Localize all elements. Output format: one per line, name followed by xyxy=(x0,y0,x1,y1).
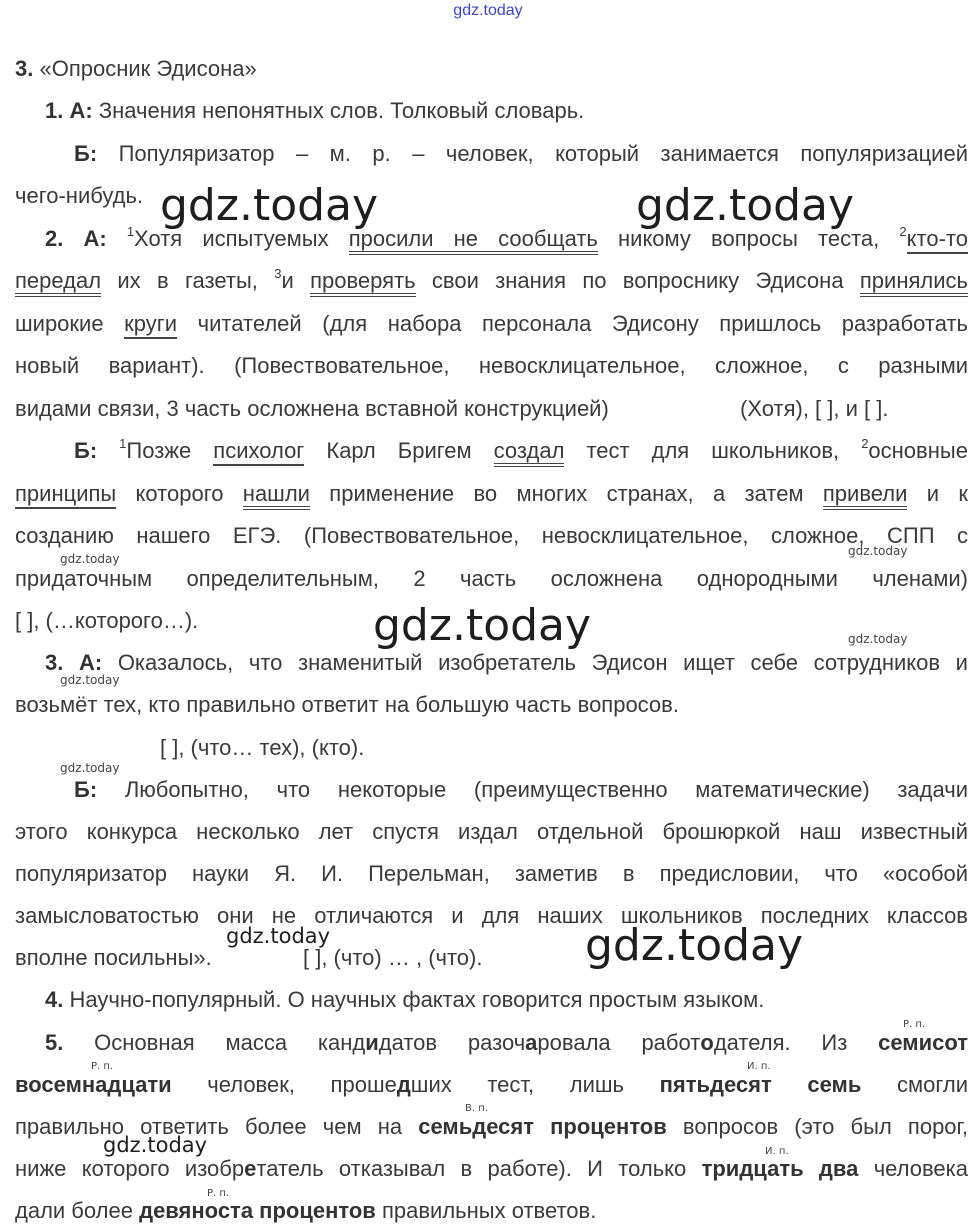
text: возьмёт тех, кто правильно ответит на большую часть вопросов. xyxy=(15,692,679,717)
item-2b-line1 xyxy=(74,436,968,466)
numeral: семьдесят процентов xyxy=(418,1114,667,1139)
item-5-line5 xyxy=(15,1196,968,1226)
item-3b-line1 xyxy=(74,775,968,805)
text: Карл Бригем xyxy=(326,438,472,463)
text: Основная масса кандидатов разочаровала работодателя. Из xyxy=(94,1030,848,1055)
item-1b-text1: Популяризатор – м. р. – человек, который занимается популяризацией xyxy=(118,141,968,166)
numeral: восемнадцати xyxy=(15,1072,172,1097)
item-1b-line1 xyxy=(74,139,968,169)
item-2a-line5 xyxy=(15,394,968,424)
predicate: принялись xyxy=(860,268,968,297)
predicate: создал xyxy=(494,438,565,467)
case-note: И. п. xyxy=(747,1061,771,1072)
text: применение во многих странах, а затем xyxy=(329,481,804,506)
item-1a xyxy=(45,96,976,126)
item-3a-label: 3. А: xyxy=(45,650,103,675)
watermark: gdz.today xyxy=(60,761,120,775)
text: Научно-популярный. О научных фактах говорится простым языком. xyxy=(69,987,765,1012)
text: Хотя испытуемых xyxy=(134,226,329,251)
scheme: [ ], (что… тех), (кто). xyxy=(160,735,365,760)
text: основные xyxy=(868,438,968,463)
text: дали более xyxy=(15,1198,133,1223)
text: человек, прошедших тест, лишь xyxy=(207,1072,624,1097)
subject: круги xyxy=(124,311,177,339)
watermark: gdz.today xyxy=(60,673,120,687)
case-note: В. п. xyxy=(465,1103,488,1114)
text: которого xyxy=(135,481,224,506)
subject: принципы xyxy=(15,481,116,509)
text: этого конкурса несколько лет спустя издал отдельной брошюркой наш известный xyxy=(15,819,968,844)
text: правильно ответить более чем на xyxy=(15,1114,403,1139)
watermark: gdz.today xyxy=(103,1133,208,1157)
watermark: gdz.today xyxy=(160,180,379,231)
case-note: Р. п. xyxy=(91,1061,114,1072)
watermark: gdz.today xyxy=(848,632,908,646)
text: придаточным определительным, 2 часть осложнена однородными членами) xyxy=(15,566,968,591)
item-2a-label: 2. А: xyxy=(45,226,107,251)
watermark: gdz.today xyxy=(60,552,120,566)
case-note: Р. п. xyxy=(903,1019,926,1030)
item-1a-text: Значения непонятных слов. Толковый словарь. xyxy=(98,98,585,123)
item-2a-line4 xyxy=(15,351,968,381)
text: вопросов (это был порог, xyxy=(682,1114,968,1139)
text: и xyxy=(281,268,294,293)
watermark: gdz.today xyxy=(373,600,592,651)
item-2a-line2 xyxy=(15,266,968,296)
text: Оказалось, что знаменитый изобретатель Эдисон ищет себе сотрудников и xyxy=(117,650,968,675)
site-link[interactable]: gdz.today xyxy=(453,2,523,19)
text: Позже xyxy=(126,438,192,463)
scheme: (Хотя), [ ], и [ ]. xyxy=(740,396,889,421)
subject: психолог xyxy=(213,438,304,466)
text: смогли xyxy=(896,1072,968,1097)
section-title-text: «Опросник Эдисона» xyxy=(39,56,257,81)
text: правильных ответов. xyxy=(381,1198,597,1223)
item-2b-line2 xyxy=(15,479,968,509)
predicate: просили не сообщать xyxy=(349,226,598,255)
text: замысловатостью они не отличаются и для наших школьников последних классов xyxy=(15,903,968,928)
item-3b-line2 xyxy=(15,817,968,847)
scheme: [ ], (…которого…). xyxy=(15,608,199,633)
predicate: привели xyxy=(823,481,908,510)
text: тест для школьников, xyxy=(586,438,840,463)
text: никому вопросы теста, xyxy=(618,226,880,251)
item-2b-line3 xyxy=(15,521,968,551)
watermark: gdz.today xyxy=(226,924,331,948)
item-3b-label: Б: xyxy=(74,777,98,802)
numeral: девяноста процентов xyxy=(139,1198,376,1223)
text: читателей (для набора персонала Эдисону пришлось разработать xyxy=(197,311,968,336)
item-3b-line3 xyxy=(15,859,968,889)
item-2a-line3 xyxy=(15,309,968,339)
text: человека xyxy=(873,1156,968,1181)
text: видами связи, 3 часть осложнена вставной конструкцией) xyxy=(15,396,609,421)
text: ниже которого изобретатель отказывал в работе). И только xyxy=(15,1156,687,1181)
clause-number: 1 xyxy=(119,435,127,451)
item-3b-line4 xyxy=(15,901,968,931)
item-4-label: 4. xyxy=(45,987,64,1012)
numeral: тридцать два xyxy=(701,1156,859,1181)
item-3a-scheme xyxy=(160,733,976,763)
watermark: gdz.today xyxy=(636,180,855,231)
text: широкие xyxy=(15,311,104,336)
section-title xyxy=(15,54,968,84)
text: вполне посильны». xyxy=(15,945,212,970)
predicate: нашли xyxy=(243,481,310,510)
text: и к xyxy=(926,481,968,506)
scheme: [ ], (что) … , (что). xyxy=(303,945,483,970)
predicate: передал xyxy=(15,268,101,297)
text: их в газеты, xyxy=(117,268,258,293)
numeral: пятьдесят семь xyxy=(659,1072,862,1097)
clause-number: 2 xyxy=(899,223,907,239)
case-note: Р. п. xyxy=(207,1188,230,1199)
watermark: gdz.today xyxy=(585,920,804,971)
case-note: И. п. xyxy=(765,1146,789,1157)
item-1b-text2: чего-нибудь. xyxy=(15,183,144,208)
item-5-line2 xyxy=(15,1070,968,1100)
text: Любопытно, что некоторые (преимущественно математические) задачи xyxy=(124,777,969,802)
watermark: gdz.today xyxy=(848,544,908,558)
item-1b-label: Б: xyxy=(74,141,98,166)
item-2b-line4 xyxy=(15,564,968,594)
clause-number: 1 xyxy=(126,223,135,239)
item-5-line1 xyxy=(45,1028,968,1058)
text: новый вариант). (Повествовательное, невосклицательное, сложное, с разными xyxy=(15,353,968,378)
subject: кто-то xyxy=(907,226,968,254)
item-3b-line5 xyxy=(15,943,968,973)
item-5-line4 xyxy=(15,1154,968,1184)
text: свои знания по вопроснику Эдисона xyxy=(431,268,844,293)
section-number: 3. xyxy=(15,56,34,81)
item-1a-label: 1. А: xyxy=(45,98,93,123)
text: популяризатор науки Я. И. Перельман, заметив в предисловии, что «особой xyxy=(15,861,968,886)
item-5-label: 5. xyxy=(45,1030,64,1055)
numeral: семисот xyxy=(878,1030,969,1055)
item-3a-line1 xyxy=(45,648,968,678)
clause-number: 3 xyxy=(274,265,282,281)
text: созданию нашего ЕГЭ. (Повествовательное, невосклицательное, сложное, СПП с xyxy=(15,523,968,548)
item-3a-line2 xyxy=(15,690,968,720)
predicate: проверять xyxy=(310,268,416,297)
item-2b-label: Б: xyxy=(74,438,98,463)
clause-number: 2 xyxy=(861,435,869,451)
item-4 xyxy=(45,985,976,1015)
